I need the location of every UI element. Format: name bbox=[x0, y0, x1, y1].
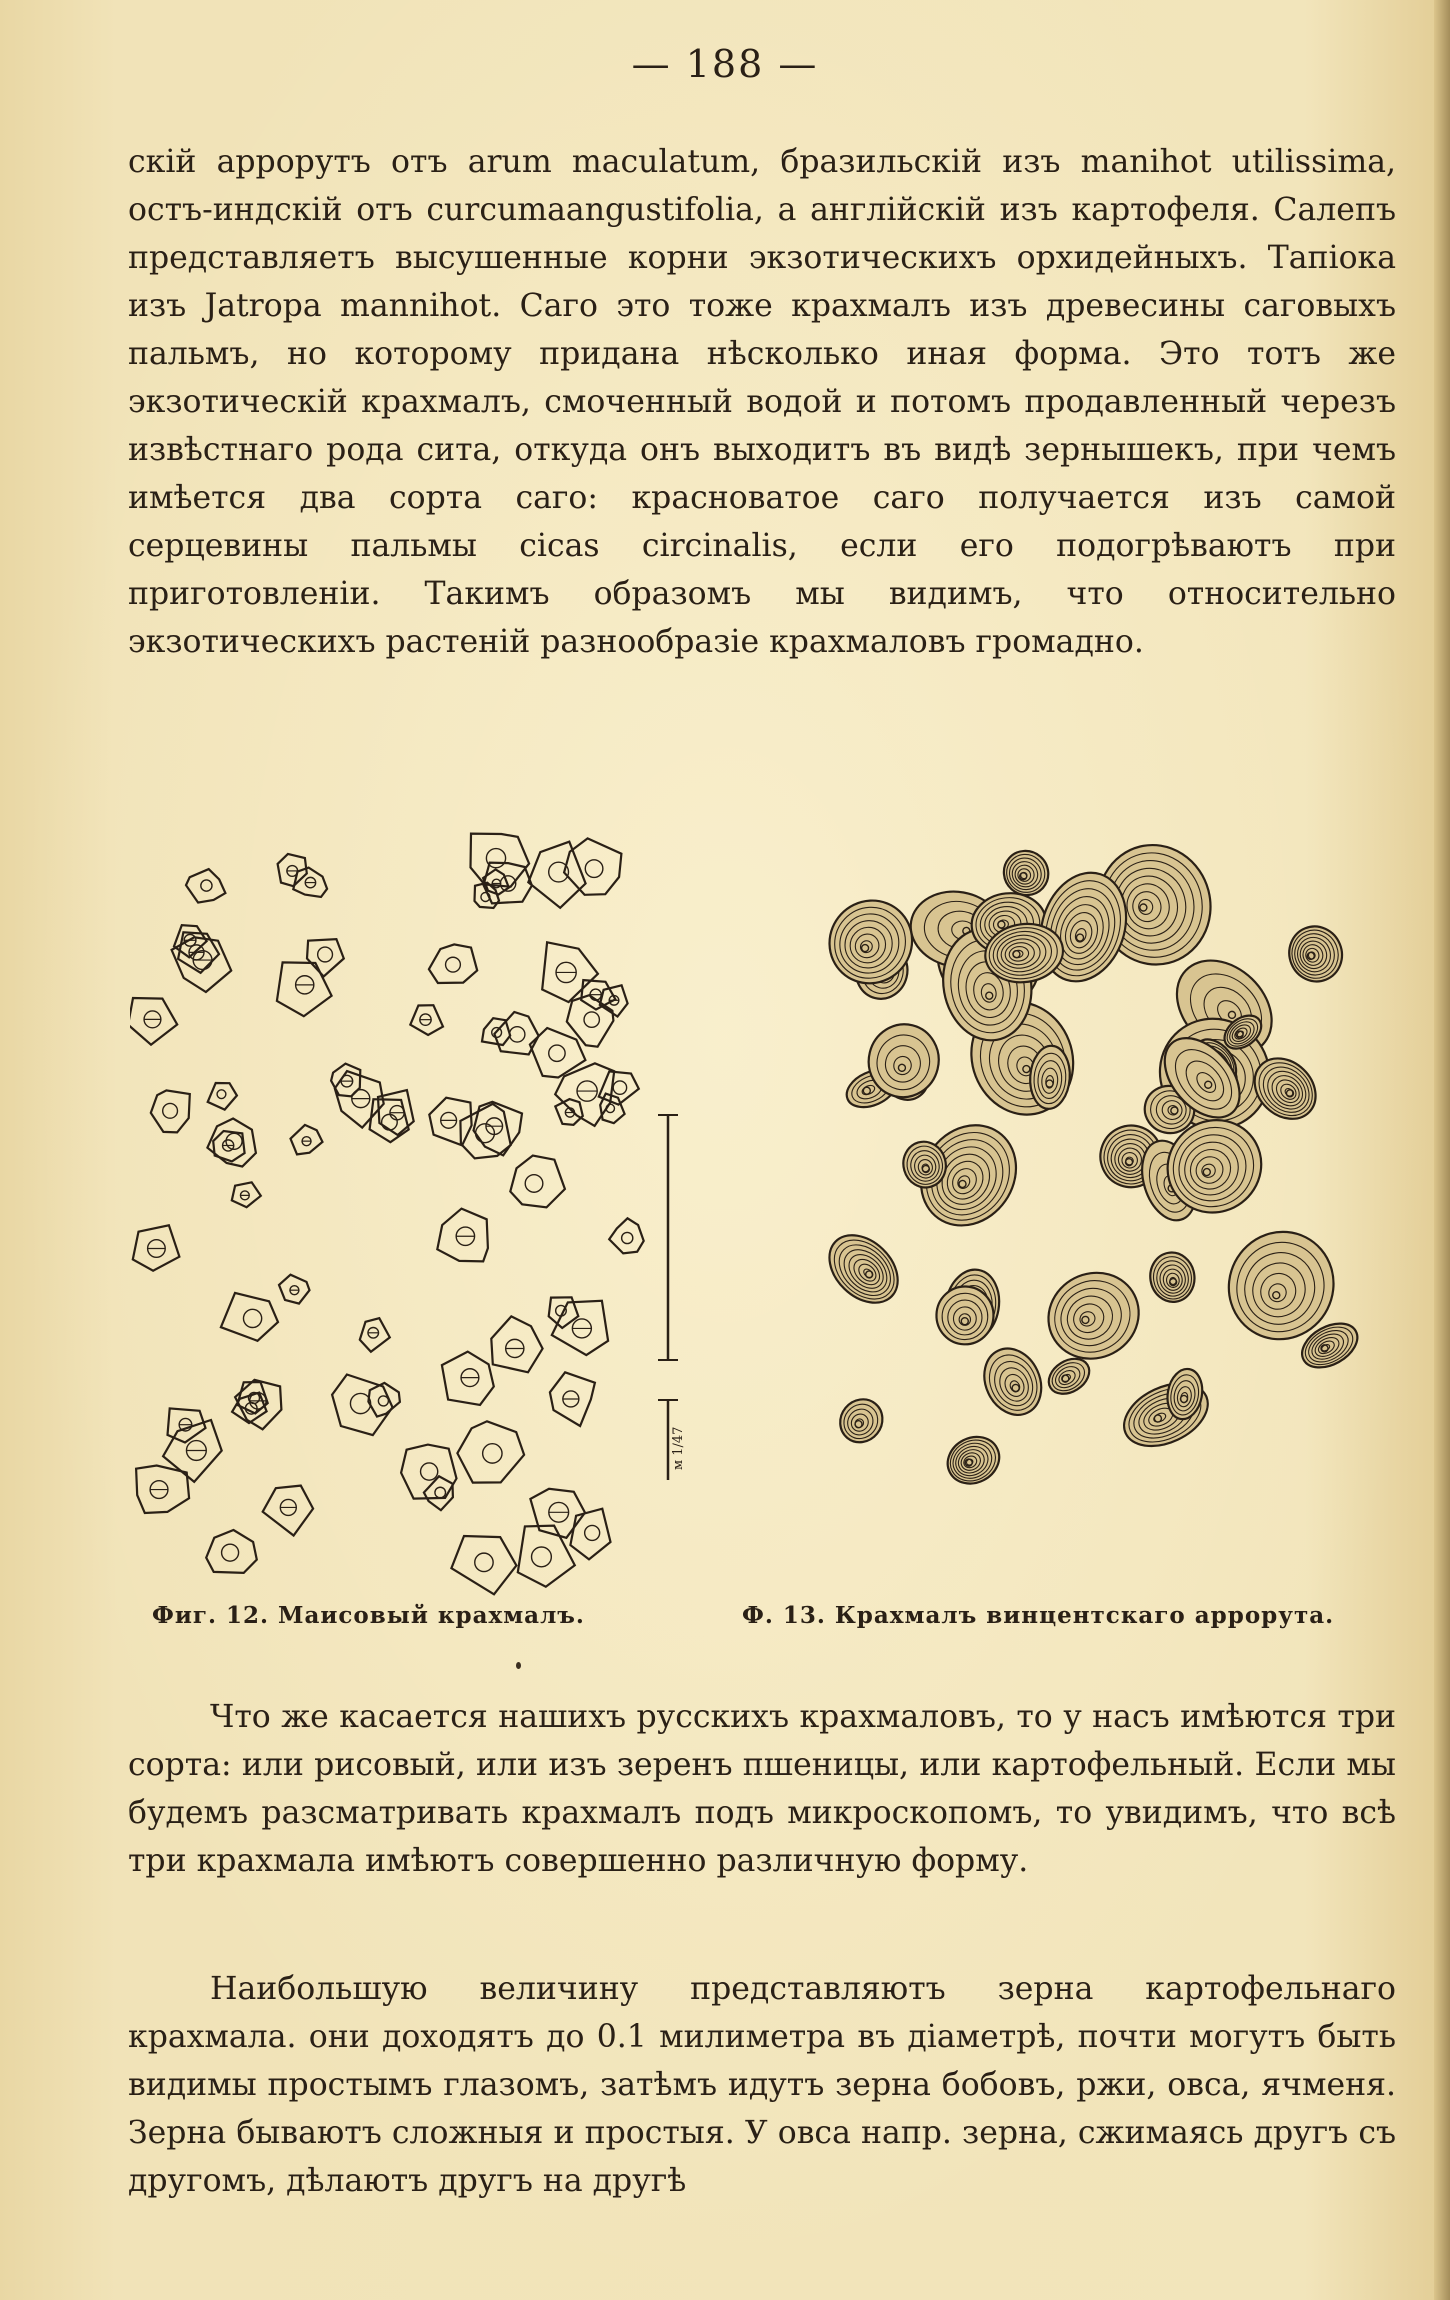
paragraph-1: скій аррорутъ отъ arum maculatum, бразильскій изъ manihot utilissima, остъ-индскій отъ curcumaangustifolia, а англійскій изъ картофеля. Салепъ представляетъ высушенные корни экзотическихъ орхидейныхъ. Тапіока изъ Jatropa mannihot. Саго это тоже крахмалъ изъ древесины саговыхъ пальмъ, но которому придана нѣсколько иная форма. Это тотъ же экзотическій крахмалъ, смоченный водой и потомъ продавленный черезъ извѣстнаго рода сита, откуда онъ выходитъ въ видѣ зернышекъ, при чемъ имѣется два сорта саго: красноватое саго получается изъ самой серцевины пальмы cicas circinalis, если его подогрѣваютъ при приготовленіи. Такимъ образомъ мы видимъ, что относительно экзотическихъ растеній разнообразіе крахмаловъ громадно. bbox=[128, 144, 1396, 660]
maize-grain bbox=[208, 1083, 237, 1110]
maize-grain bbox=[263, 1486, 313, 1536]
arrowroot-grain bbox=[1281, 918, 1350, 989]
page-edge bbox=[1434, 0, 1450, 2300]
arrowroot-grain bbox=[1147, 1249, 1198, 1305]
arrowroot-grain bbox=[816, 1222, 911, 1316]
maize-grain bbox=[401, 1445, 456, 1499]
maize-grain bbox=[277, 962, 332, 1016]
maize-grain bbox=[232, 1182, 261, 1207]
scale-label: м 1/47 bbox=[671, 1426, 686, 1470]
maize-grain bbox=[518, 1526, 575, 1587]
maize-grain bbox=[206, 1530, 257, 1573]
arrowroot-grain bbox=[940, 1428, 1008, 1492]
maize-grain bbox=[451, 1536, 516, 1594]
maize-grain bbox=[471, 834, 530, 887]
maize-grain bbox=[168, 1408, 206, 1442]
paragraph-2: Что же касается нашихъ русскихъ крахмаловъ, то у насъ имѣются три сорта: или рисовый, или изъ зеренъ пшеницы, или картофельный. Если мы будемъ разсматривать крахмалъ подъ микроскопомъ, то увидимъ, что всѣ три крахмала имѣютъ совершенно различную форму. bbox=[128, 1699, 1396, 1879]
maize-grain bbox=[491, 1316, 542, 1372]
maize-grain bbox=[570, 1509, 610, 1560]
starch-grains-illustration bbox=[130, 830, 1395, 1610]
scale-bar bbox=[658, 1115, 686, 1480]
maize-grain bbox=[133, 1225, 180, 1270]
maize-grain bbox=[136, 1466, 189, 1514]
maize-grain bbox=[207, 1119, 256, 1167]
arrowroot-grain bbox=[1034, 1257, 1154, 1374]
maize-grain bbox=[429, 944, 477, 983]
maize-grain bbox=[279, 1275, 310, 1304]
maize-grain bbox=[552, 1301, 608, 1355]
maize-grain bbox=[609, 1218, 644, 1253]
maize-grain bbox=[550, 1372, 595, 1426]
figure-12-maize-starch bbox=[130, 834, 644, 1595]
maize-grain bbox=[307, 939, 344, 976]
maize-grain bbox=[528, 842, 585, 908]
maize-grain bbox=[510, 1156, 565, 1208]
page-number: — 188 — bbox=[631, 42, 819, 86]
maize-grain bbox=[370, 1099, 409, 1142]
maize-grain bbox=[186, 869, 225, 903]
maize-grain bbox=[600, 1094, 624, 1124]
figure-13-arrowroot-starch bbox=[812, 833, 1364, 1492]
maize-grain bbox=[442, 1352, 494, 1405]
figure-13-caption: Ф. 13. Крахмалъ винцентскаго аррорута. bbox=[742, 1602, 1335, 1629]
maize-grain bbox=[163, 1420, 222, 1482]
maize-grain bbox=[410, 1005, 443, 1035]
maize-grain bbox=[564, 838, 621, 894]
maize-grain bbox=[555, 1099, 583, 1125]
ink-dot bbox=[516, 1662, 521, 1669]
arrowroot-grain bbox=[935, 1286, 994, 1346]
arrowroot-grain bbox=[812, 883, 929, 1000]
maize-grain bbox=[437, 1209, 488, 1262]
maize-grain bbox=[360, 1318, 390, 1352]
maize-grain bbox=[130, 998, 177, 1045]
maize-grain bbox=[221, 1293, 278, 1341]
arrowroot-grain bbox=[832, 1391, 892, 1451]
figure-12-caption: Фиг. 12. Маисовый крахмалъ. bbox=[152, 1602, 585, 1629]
paragraph-3: Наибольшую величину представляютъ зерна картофельнаго крахмала. они доходятъ до 0.1 милиметра въ діаметрѣ, почти могутъ быть видимы простымъ глазомъ, затѣмъ идутъ зерна бобовъ, ржи, овса, ячменя. Зерна бываютъ сложныя и простыя. У овса напр. зерна, сжимаясь другъ съ другомъ, дѣлаютъ другъ на другѣ bbox=[128, 1971, 1396, 2199]
figures-area bbox=[130, 830, 1395, 1610]
maize-grain bbox=[151, 1090, 190, 1132]
maize-grain bbox=[291, 1125, 323, 1155]
arrowroot-grain bbox=[974, 1339, 1052, 1424]
maize-grain bbox=[457, 1421, 524, 1482]
maize-grain bbox=[429, 1098, 471, 1146]
